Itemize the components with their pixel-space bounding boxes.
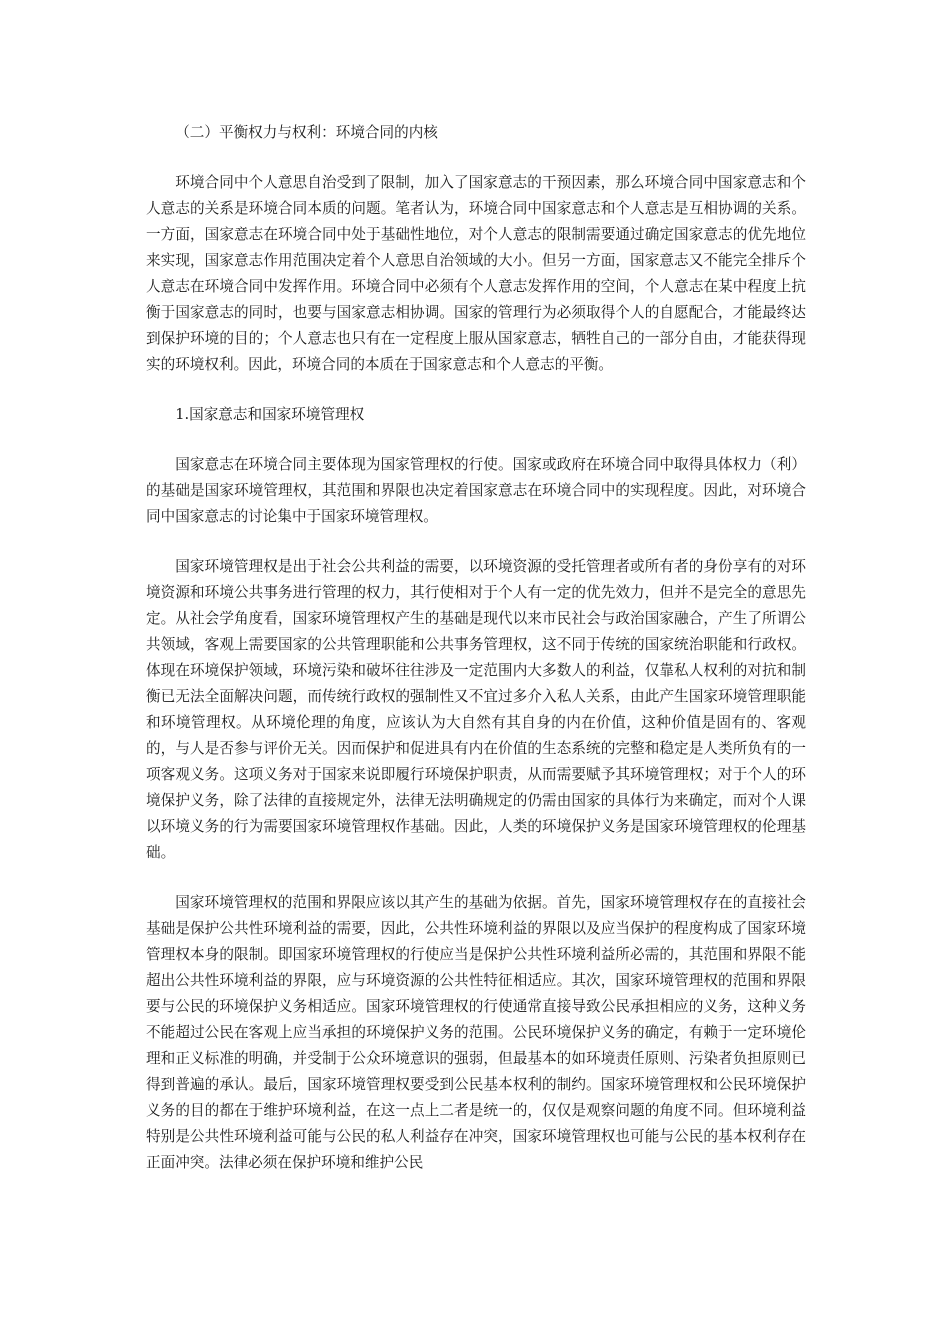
paragraph-3: 国家环境管理权是出于社会公共利益的需要，以环境资源的受托管理者或所有者的身份享有的对环境资源和环境公共事务进行管理的权力，其行使相对于个人有一定的优先效力，但并不是完全的意思先定。从社会学角度看，国家环境管理权产生的基础是现代以来市民社会与政治国家融合，产生了所谓公共领域，客观上需要国家的公共管理职能和公共事务管理权，这不同于传统的国家统治职能和行政权。体现在环境保护领域，环境污染和破坏往往涉及一定范围内大多数人的利益，仅靠私人权利的对抗和制衡已无法全面解决问题，而传统行政权的强制性又不宜过多介入私人关系，由此产生国家环境管理职能和环境管理权。从环境伦理的角度，应该认为大自然有其自身的内在价值，这种价值是固有的、客观的，与人是否参与评价无关。因而保护和促进具有内在价值的生态系统的完整和稳定是人类所负有的一项客观义务。这项义务对于国家来说即履行环境保护职责，从而需要赋予其环境管理权；对于个人的环境保护义务，除了法律的直接规定外，法律无法明确规定的仍需由国家的具体行为来确定，而对个人课以环境义务的行为需要国家环境管理权作基础。因此，人类的环境保护义务是国家环境管理权的伦理基础。 bbox=[146, 558, 806, 861]
paragraph-2: 国家意志在环境合同主要体现为国家管理权的行使。国家或政府在环境合同中取得具体权力（利）的基础是国家环境管理权，其范围和界限也决定着国家意志在环境合同中的实现程度。因此，对环境合同中国家意志的讨论集中于国家环境管理权。 bbox=[146, 456, 806, 525]
document-page bbox=[146, 120, 806, 1176]
section-heading: （二）平衡权力与权利：环境合同的内核 bbox=[175, 124, 438, 141]
subsection-heading: 1.国家意志和国家环境管理权 bbox=[175, 406, 365, 423]
paragraph-1: 环境合同中个人意思自治受到了限制，加入了国家意志的干预因素，那么环境合同中国家意志和个人意志的关系是环境合同本质的问题。笔者认为，环境合同中国家意志和个人意志是互相协调的关系。一方面，国家意志在环境合同中处于基础性地位，对个人意志的限制需要通过确定国家意志的优先地位来实现，国家意志作用范围决定着个人意思自治领域的大小。但另一方面，国家意志又不能完全排斥个人意志在环境合同中发挥作用。环境合同中必须有个人意志发挥作用的空间，个人意志在某中程度上抗衡于国家意志的同时，也要与国家意志相协调。国家的管理行为必须取得个人的自愿配合，才能最终达到保护环境的目的；个人意志也只有在一定程度上服从国家意志，牺牲自己的一部分自由，才能获得现实的环境权利。因此，环境合同的本质在于国家意志和个人意志的平衡。 bbox=[146, 174, 806, 373]
paragraph-4: 国家环境管理权的范围和界限应该以其产生的基础为依据。首先，国家环境管理权存在的直接社会基础是保护公共性环境利益的需要，因此，公共性环境利益的界限以及应当保护的程度构成了国家环境管理权本身的限制。即国家环境管理权的行使应当是保护公共性环境利益所必需的，其范围和界限不能超出公共性环境利益的界限，应与环境资源的公共性特征相适应。其次，国家环境管理权的范围和界限要与公民的环境保护义务相适应。国家环境管理权的行使通常直接导致公民承担相应的义务，这种义务不能超过公民在客观上应当承担的环境保护义务的范围。公民环境保护义务的确定，有赖于一定环境伦理和正义标准的明确，并受制于公众环境意识的强弱，但最基本的如环境责任原则、污染者负担原则已得到普遍的承认。最后，国家环境管理权要受到公民基本权利的制约。国家环境管理权和公民环境保护义务的目的都在于维护环境利益，在这一点上二者是统一的，仅仅是观察问题的角度不同。但环境利益特别是公共性环境利益可能与公民的私人利益存在冲突，国家环境管理权也可能与公民的基本权利存在正面冲突。法律必须在保护环境和维护公民 bbox=[146, 894, 806, 1171]
